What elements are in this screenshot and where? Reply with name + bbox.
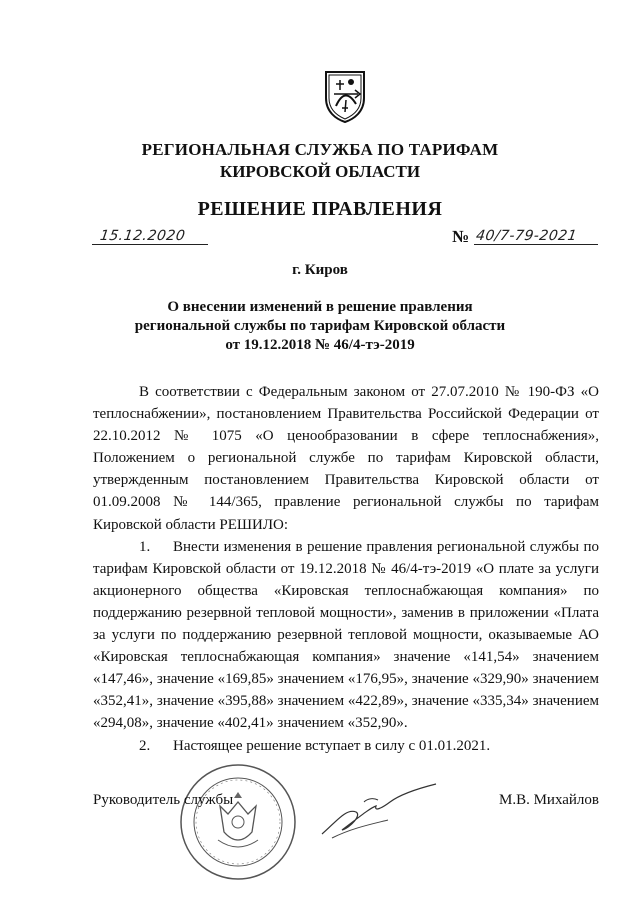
- decision-number-value: 40/7-79-2021: [474, 228, 579, 244]
- item-2-number: 2.: [139, 737, 151, 754]
- decision-body: [93, 381, 599, 757]
- decision-title: РЕШЕНИЕ ПРАВЛЕНИЯ: [197, 198, 443, 220]
- subject-line1: О внесении изменений в решение правления: [167, 299, 473, 315]
- official-stamp: [178, 762, 298, 882]
- organization-name-line1: РЕГИОНАЛЬНАЯ СЛУЖБА ПО ТАРИФАМ: [141, 140, 499, 159]
- signature-row: [93, 792, 599, 816]
- date-underline: [92, 244, 208, 245]
- item-2: [93, 735, 599, 757]
- preamble-paragraph: В соответствии с Федеральным законом от 27.07.2010 № 190-ФЗ «О теплоснабжении», постановлением Правительства Российской Федерации от 22.10.2012 № 1075 «О ценообразовании в сфере теплоснабжения», Положением о региональной службе по тарифам Кировской области, утвержденным постановлением Правительства Кировской области от 01.09.2008 № 144/365, правление региональной службы по тарифам Кировской области РЕШИЛО:: [93, 384, 599, 533]
- item-1-number: 1.: [139, 538, 151, 555]
- signatory-role: Руководитель службы: [93, 792, 234, 808]
- item-1-text: Внести изменения в решение правления региональной службы по тарифам Кировской области от 19.12.2018 № 46/4-тэ-2019 «О плате за услуги акционерного общества «Кировская теплоснабжающая компания» по поддержанию резервной тепловой мощности», заменив в приложении «Плата за услуги по поддержанию резервной тепловой мощности, оказываемые АО «Кировская теплоснабжающая компания» значение «141,54» значением «147,46», значение «169,85» значением «176,95», значение «329,90» значением «352,41», значение «395,88» значением «422,89», значение «335,34» значением «294,08», значение «402,41» значением «352,90».: [93, 538, 599, 732]
- decision-date: [92, 226, 208, 248]
- coat-of-arms-icon: [322, 68, 368, 124]
- number-sign: №: [452, 227, 470, 246]
- number-underline: [474, 244, 598, 245]
- item-1: [93, 536, 599, 735]
- decision-number: [452, 226, 602, 248]
- subject-line3: от 19.12.2018 № 46/4-тэ-2019: [225, 337, 415, 353]
- item-2-text: Настоящее решение вступает в силу с 01.01.2021.: [173, 737, 491, 754]
- city: г. Киров: [292, 262, 348, 278]
- subject-line2: региональной службы по тарифам Кировской области: [134, 318, 506, 334]
- decision-subject: [0, 298, 640, 355]
- signatory-name: М.В. Михайлов: [498, 792, 599, 808]
- organization-name-line2: КИРОВСКОЙ ОБЛАСТИ: [219, 162, 421, 181]
- decision-date-value: 15.12.2020: [98, 228, 187, 244]
